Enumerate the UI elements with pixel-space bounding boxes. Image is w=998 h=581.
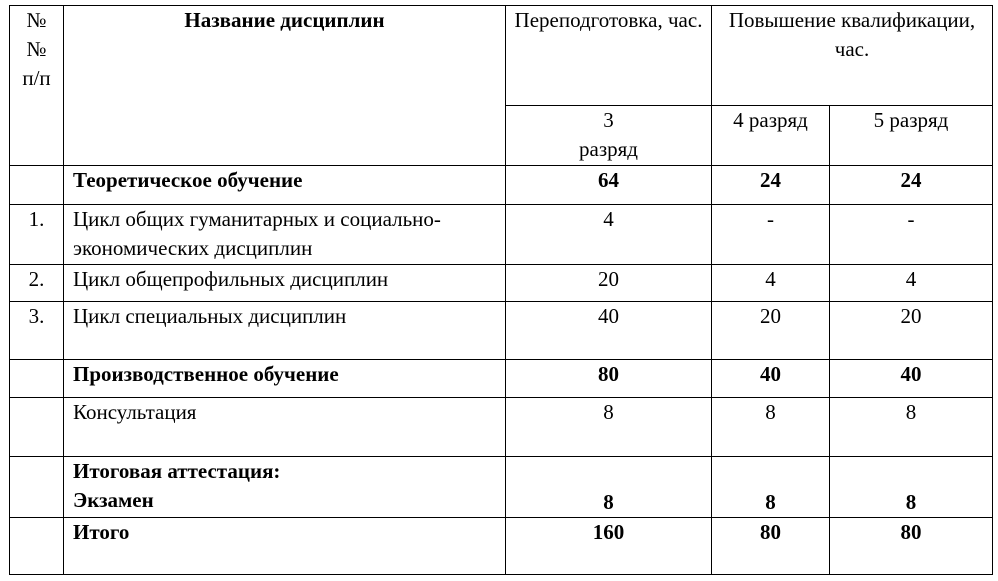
row-name: Цикл общих гуманитарных и социально-экономических дисциплин (64, 205, 506, 265)
row-grade-5-hours: 80 (830, 518, 993, 575)
row-grade-5-hours: 24 (830, 166, 993, 205)
table-row (10, 166, 993, 205)
header-number (10, 6, 64, 166)
header-number-line: № (26, 37, 47, 61)
header-advanced-training: Повышение квалификации, час. (712, 6, 993, 106)
row-name: Производственное обучение (64, 360, 506, 398)
header-retraining: Переподготовка, час. (506, 6, 712, 106)
header-number-line: п/п (22, 66, 51, 90)
subheader-grade-5: 5 разряд (830, 106, 993, 166)
row-grade-4-hours: - (712, 205, 830, 265)
row-grade-3-hours: 20 (506, 265, 712, 302)
curriculum-table (9, 5, 993, 575)
row-grade-4-hours: 40 (712, 360, 830, 398)
table-row (10, 302, 993, 360)
row-grade-4-hours: 24 (712, 166, 830, 205)
row-grade-3-hours: 4 (506, 205, 712, 265)
table-row (10, 518, 993, 575)
row-name: Цикл специальных дисциплин (64, 302, 506, 360)
row-grade-5-hours: - (830, 205, 993, 265)
row-grade-3-hours: 8 (506, 398, 712, 457)
row-name: Итого (64, 518, 506, 575)
row-number: 3. (10, 302, 64, 360)
row-grade-5-hours: 4 (830, 265, 993, 302)
row-number (10, 166, 64, 205)
row-name-line: Экзамен (73, 488, 154, 512)
row-number (10, 518, 64, 575)
row-name (64, 457, 506, 518)
header-discipline-name: Название дисциплин (64, 6, 506, 166)
row-grade-5-hours: 8 (830, 398, 993, 457)
row-name: Консультация (64, 398, 506, 457)
row-grade-4-hours: 4 (712, 265, 830, 302)
row-grade-3-hours: 40 (506, 302, 712, 360)
row-grade-5-hours: 40 (830, 360, 993, 398)
row-number (10, 398, 64, 457)
row-grade-4-hours: 80 (712, 518, 830, 575)
row-number: 1. (10, 205, 64, 265)
table-header-row (10, 6, 993, 106)
row-grade-3-hours: 8 (506, 457, 712, 518)
header-number-line: № (26, 8, 47, 32)
row-number (10, 360, 64, 398)
row-number (10, 457, 64, 518)
row-name: Теоретическое обучение (64, 166, 506, 205)
row-grade-4-hours: 8 (712, 398, 830, 457)
row-grade-4-hours: 8 (712, 457, 830, 518)
row-grade-3-hours: 160 (506, 518, 712, 575)
table-row (10, 360, 993, 398)
row-grade-5-hours: 20 (830, 302, 993, 360)
row-name-line: Итоговая аттестация: (73, 459, 281, 483)
table-row (10, 398, 993, 457)
row-grade-4-hours: 20 (712, 302, 830, 360)
row-name: Цикл общепрофильных дисциплин (64, 265, 506, 302)
subheader-grade-4: 4 разряд (712, 106, 830, 166)
row-grade-5-hours: 8 (830, 457, 993, 518)
table-row (10, 265, 993, 302)
table-row (10, 205, 993, 265)
subheader-grade-3: 3 разряд (506, 106, 712, 166)
row-number: 2. (10, 265, 64, 302)
row-grade-3-hours: 80 (506, 360, 712, 398)
row-grade-3-hours: 64 (506, 166, 712, 205)
table-row (10, 457, 993, 518)
